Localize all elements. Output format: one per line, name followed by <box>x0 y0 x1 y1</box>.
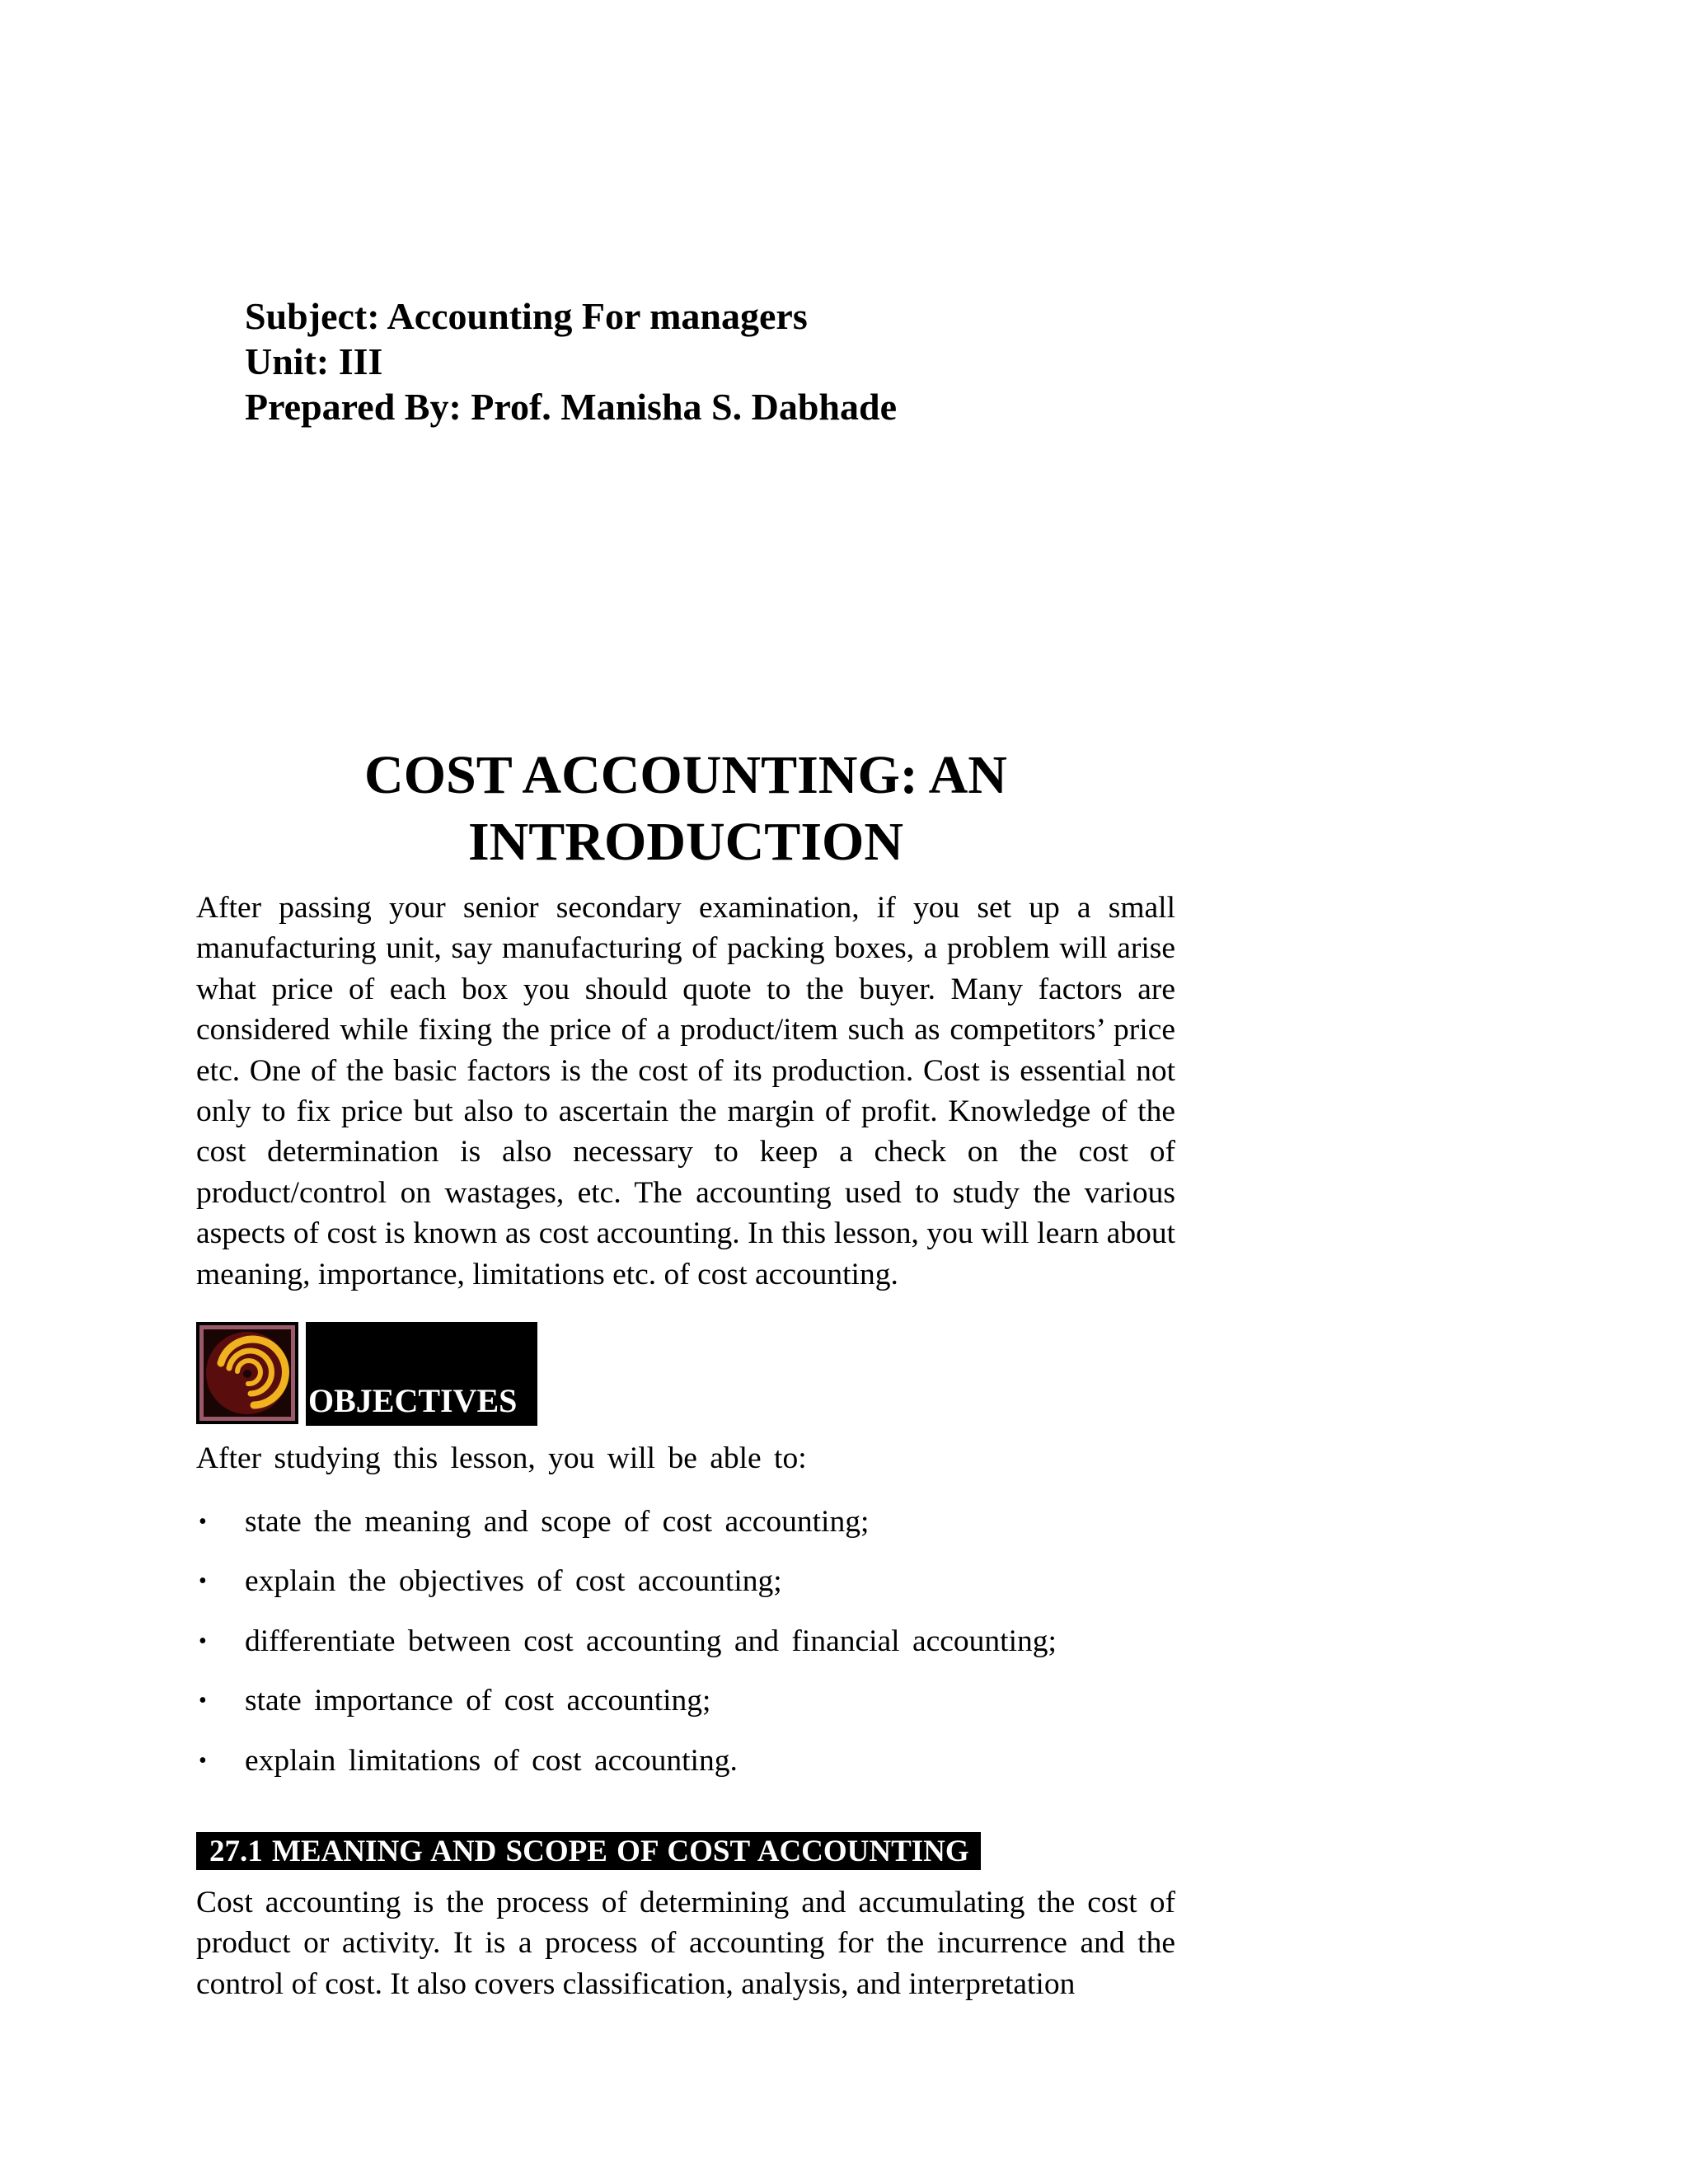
list-item-text: explain limitations of cost accounting. <box>245 1743 738 1778</box>
subject-line: Subject: Accounting For managers <box>245 295 808 337</box>
prepared-by-line: Prepared By: Prof. Manisha S. Dabhade <box>245 386 898 428</box>
target-spiral-icon <box>196 1322 298 1424</box>
objectives-label: OBJECTIVES <box>306 1322 537 1426</box>
lesson-title-line-2: INTRODUCTION <box>467 812 904 872</box>
lesson-title-line-1: COST ACCOUNTING: AN <box>364 745 1007 805</box>
section-paragraph: Cost accounting is the process of determining and accumulating the cost of product or activity. It is a process of accounting for the incurrence and the control of cost. It also covers classification, analysis, and interpretation <box>196 1886 1175 2001</box>
list-item-text: explain the objectives of cost accounting; <box>245 1564 782 1599</box>
objectives-intro: After studying this lesson, you will be able to: <box>196 1441 807 1475</box>
lesson-title <box>196 742 1175 875</box>
section-heading: 27.1 MEANING AND SCOPE OF COST ACCOUNTING <box>196 1832 981 1870</box>
bullet-icon: • <box>199 1747 207 1774</box>
document-header <box>245 293 897 429</box>
intro-paragraph: After passing your senior secondary examination, if you set up a small manufacturing unit, say manufacturing of packing boxes, a problem will arise what price of each box you should quote to the buyer. Many factors are considered while fixing the price of a product/item such as competitors’ price etc. One of the basic factors is the cost of its production. Cost is essential not only to fix price but also to ascertain the margin of profit. Knowledge of the cost determination is also necessary to keep a check on the cost of product/control on wastages, etc. The accounting used to study the various aspects of cost is known as cost accounting. In this lesson, you will learn about meaning, importance, limitations etc. of cost accounting. <box>196 891 1175 1291</box>
bullet-icon: • <box>199 1628 207 1654</box>
bullet-icon: • <box>199 1568 207 1595</box>
bullet-icon: • <box>199 1688 207 1714</box>
list-item-text: state the meaning and scope of cost accounting; <box>245 1505 870 1539</box>
unit-line: Unit: III <box>245 340 383 382</box>
list-item-text: state importance of cost accounting; <box>245 1684 711 1718</box>
bullet-icon: • <box>199 1509 207 1535</box>
list-item-text: differentiate between cost accounting and financial accounting; <box>245 1624 1057 1658</box>
